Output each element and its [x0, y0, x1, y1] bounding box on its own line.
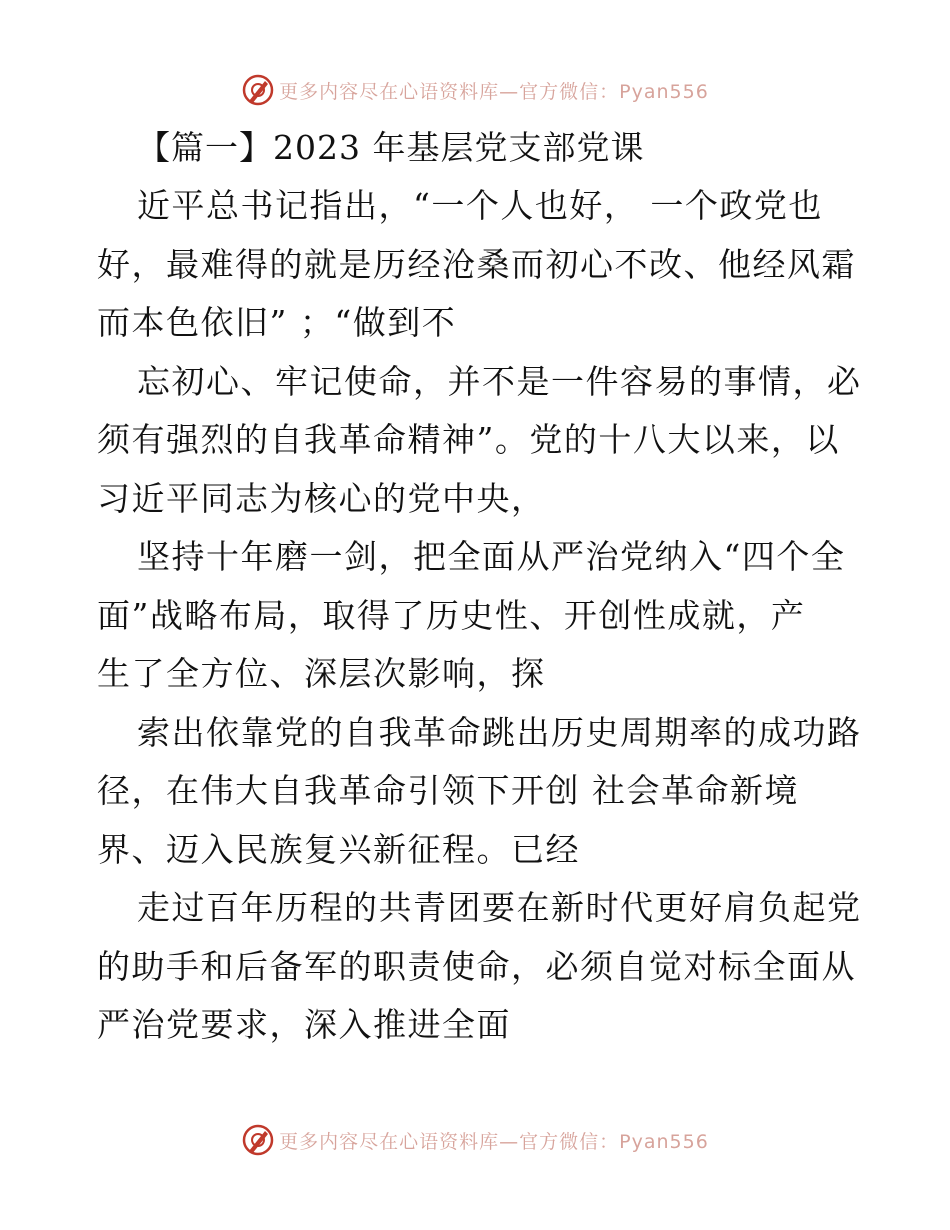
paragraph-line: 须有强烈的自我革命精神”。党的十八大以来，以 [97, 420, 840, 459]
paragraph-line: 习近平同志为核心的党中央， [97, 478, 546, 518]
footer-banner [0, 1120, 950, 1160]
paragraph-line: 走过百年历程的共青团要在新时代更好肩负起党 [137, 888, 862, 927]
paragraph-line: 径，在伟大自我革命引领下开创 社会革命新境 [97, 771, 799, 810]
paragraph-line: 而本色依旧” ；“做到不 [97, 303, 457, 342]
paragraph-line: 坚持十年磨一剑，把全面从严治党纳入“四个全 [137, 537, 846, 576]
pen-logo-icon [241, 1123, 275, 1157]
paragraph-line: 好，最难得的就是历经沧桑而初心不改、他经风霜 [97, 244, 856, 284]
pen-logo-icon [241, 73, 275, 107]
document-title: 【篇一】2023 年基层党支部党课 [137, 128, 645, 167]
paragraph-line: 面”战略布局，取得了历史性、开创性成就，产 [97, 595, 806, 635]
footer-banner-text: 更多内容尽在心语资料库—官方微信：Pyan556 [279, 1130, 709, 1153]
paragraph-line: 索出依靠党的自我革命跳出历史周期率的成功路 [137, 712, 862, 752]
paragraph-line: 近平总书记指出，“一个人也好， 一个政党也 [137, 186, 823, 225]
paragraph-line: 界、迈入民族复兴新征程。已经 [97, 829, 580, 869]
paragraph-line: 的助手和后备军的职责使命，必须自觉对标全面从 [97, 946, 856, 986]
paragraph-line: 忘初心、牢记使命，并不是一件容易的事情，必 [137, 361, 862, 401]
header-banner-text: 更多内容尽在心语资料库—官方微信：Pyan556 [279, 80, 709, 103]
paragraph-line: 生了全方位、深层次影响，探 [97, 654, 546, 693]
header-banner [0, 70, 950, 110]
document-body [97, 119, 862, 1055]
paragraph-line: 严治党要求，深入推进全面 [97, 1005, 511, 1044]
